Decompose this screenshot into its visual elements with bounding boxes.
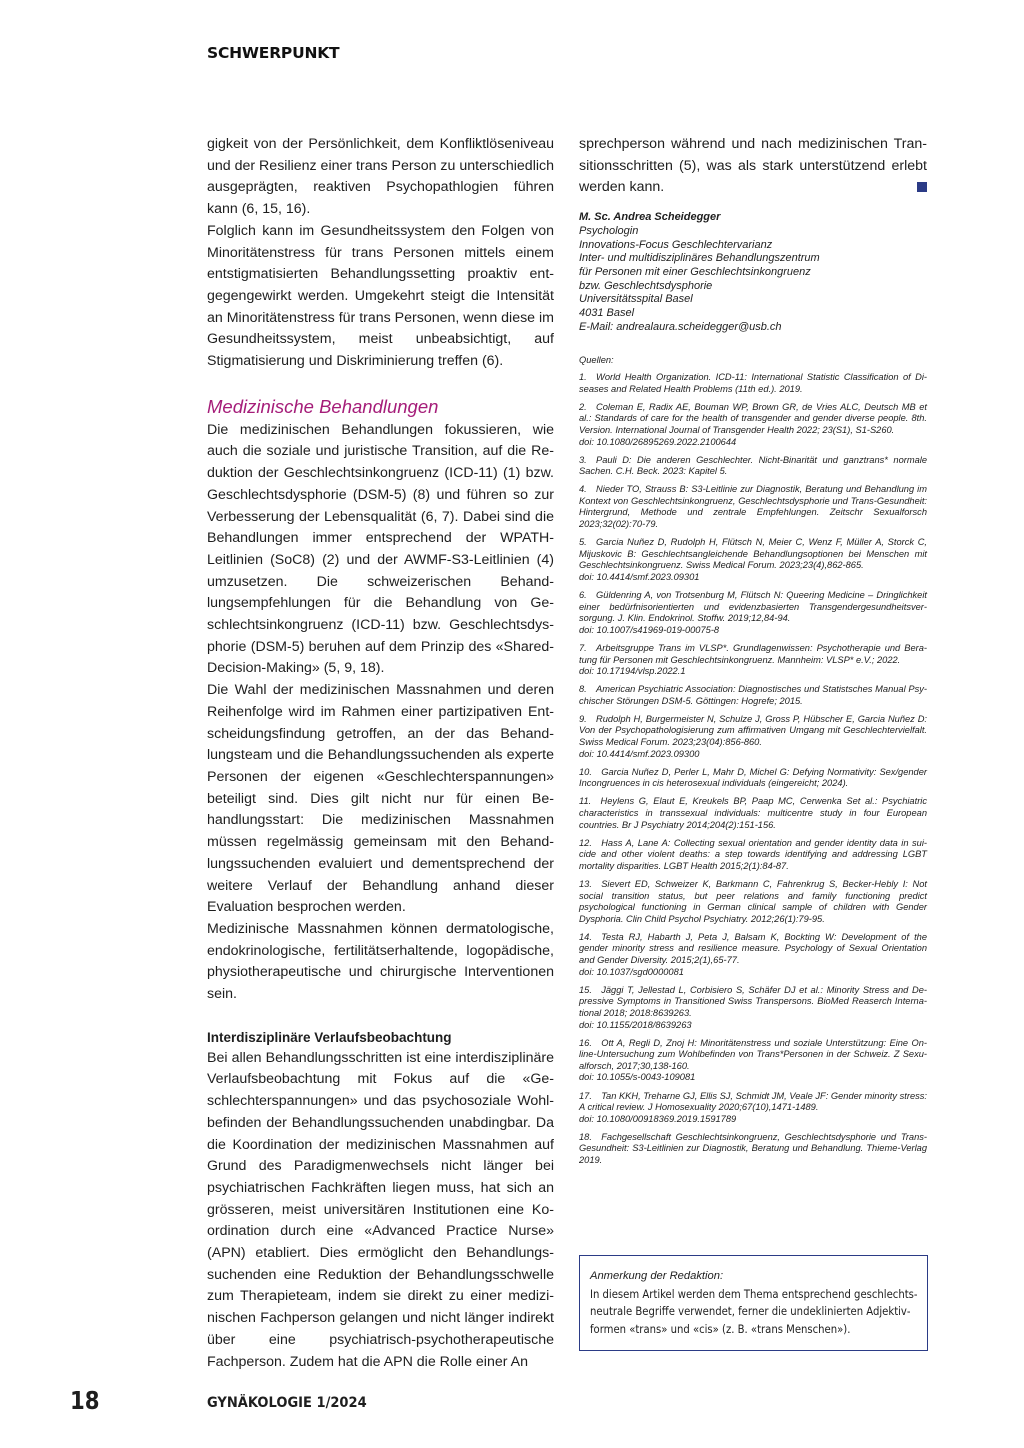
author-line: bzw. Geschlechtsdysphorie bbox=[579, 279, 713, 292]
reference-doi: doi: 10.4414/smf.2023.09300 bbox=[579, 748, 700, 759]
reference-text: 6. Güldenring A, von Trotsenburg M, Flütsch N: Queering Medicine – Dringlichkeit einer bedürfnisorientierten und evidenzbasierten Transgendergesundheitsversorgung. J. Klin. Endokrinol. Stoffw. 2019;12,84-94. bbox=[579, 590, 927, 624]
journal-footer: GYNÄKOLOGIE 1/2024 bbox=[207, 1395, 367, 1411]
left-column bbox=[207, 134, 554, 1373]
reference-doi: doi: 10.1055/s-0043-109081 bbox=[579, 1072, 696, 1083]
reference-item bbox=[579, 484, 927, 530]
references-label: Quellen: bbox=[579, 355, 614, 366]
reference-item bbox=[579, 767, 927, 790]
paragraph: Die Wahl der medizinischen Massnahmen und deren Reihenfolge wird im Rahmen einer partizipativen Entscheidungsfindung getroffen, an der das Behandlungsteam und die Behandlungssuchenden als experte Personen der eigenen «Geschlechterspannungen» beteiligt sind. Dies gilt nicht nur für einen Behandlungsstart: Die medizinischen Massnahmen müssen regelmässig gemeinsam mit den Behandlungssuchenden evaluiert und dementsprechend der weitere Verlauf der Behandlung anhand dieser Evaluation besprochen werden. bbox=[207, 682, 554, 916]
reference-item bbox=[579, 1038, 927, 1084]
reference-text: 9. Rudolph H, Burgermeister N, Schulze J, Gross P, Hübscher E, Garcia Nuñez D: Von der Psychopathologisierung zum affirmativen Umgang mit Geschlechtervielfalt. Swiss Medical Forum. 2023;23(04):856-860. bbox=[579, 713, 927, 748]
section-label: SCHWERPUNKT bbox=[207, 44, 340, 62]
reference-text: 16. Ott A, Regli D, Znoj H: Minoritätenstress und soziale Unterstützung: Eine Online-Untersuchung zum Wohlbefinden von Trans*Personen in der Schweiz. Z Sexualforsch, 2017;30,138-160. bbox=[579, 1037, 927, 1071]
references bbox=[579, 355, 927, 1166]
author-block bbox=[579, 211, 927, 334]
reference-item bbox=[579, 796, 927, 831]
paragraph: gigkeit von der Persönlichkeit, dem Konfliktlöseniveau und der Resilienz einer trans Person zu unterschiedlich ausgeprägten, reaktiven Psychopathlogien führen kann (6, 15, 16). bbox=[207, 136, 554, 218]
author-line: Inter- und multidisziplinäres Behandlungszentrum bbox=[579, 252, 820, 265]
reference-item bbox=[579, 455, 927, 478]
paragraph: Die medizinischen Behandlungen fokussieren, wie auch die soziale und juristische Transition, auf die Reduktion der Geschlechtsinkongruenz (ICD-11) (1) bzw. Geschlechtsdysphorie (DSM-5) (8) und führen so zur Verbesserung der Lebensqualität (6, 7). Dabei sind die Behandlungen immer entsprechend der WPATH-Leitlinien (SoC8) (2) und der AWMF-S3-Leitlinien (4) umzusetzen. Die schweizerischen Behandlungsempfehlungen für die Behandlung von Geschlechtsinkongruenz (ICD-11) bzw. Geschlechtsdysphorie (DSM-5) beruhen auf dem Prinzip des «Shared-Decision-Making» (5, 9, 18). bbox=[207, 421, 554, 677]
reference-doi: doi: 10.1155/2018/8639263 bbox=[579, 1019, 692, 1030]
reference-list bbox=[579, 372, 927, 1167]
editor-note-box bbox=[579, 1255, 928, 1351]
paragraph: Folglich kann im Gesundheitssystem den Folgen von Minoritätenstress für trans Personen mittels einem entstigmatisierten Behandlungssetting proaktiv entgegengewirkt werden. Umgekehrt steigt die Intensität an Minoritätenstress für trans Personen, wenn diese im Gesundheitssystem, meist unbeabsichtigt, auf Stigmatisierung und Diskriminierung treffen (6). bbox=[207, 222, 554, 370]
reference-text: 5. Garcia Nuñez D, Rudolph H, Flütsch N, Meier C, Wenz F, Müller A, Storck C, Mijuskovic B: Geschlechtsangleichende Behandlungsoptionen bei Menschen mit Geschlechtsinkongruenz. Swiss Medical Forum. 2023;23(4),862-865. bbox=[579, 537, 927, 571]
reference-item bbox=[579, 537, 927, 583]
reference-doi: doi: 10.1037/sgd0000081 bbox=[579, 966, 684, 977]
author-line: Innovations-Focus Geschlechtervarianz bbox=[579, 238, 773, 251]
reference-text: 12. Hass A, Lane A: Collecting sexual orientation and gender identity data in suicide and other violent deaths: a step towards identifying and addressing LGBT mortality disparities. LGBT Health 2015;2(1):84-87. bbox=[579, 837, 927, 871]
reference-doi: doi: 10.17194/vlsp.2022.1 bbox=[579, 666, 686, 677]
continuation-text: sprechperson während und nach medizinischen Transitionsschritten (5), was als stark unterstützend erlebt werden kann. bbox=[579, 136, 927, 196]
paragraph: Medizinische Massnahmen können dermatologische, endokrinologische, fertilitätserhaltende, logopädische, physiotherapeutische und chirurgische Interventionen sein. bbox=[207, 920, 554, 1003]
subheading-interdisciplinary-followup: Interdisziplinäre Verlaufsbeobachtung bbox=[207, 1029, 452, 1045]
author-line: Universitätsspital Basel bbox=[579, 293, 693, 306]
author-line: für Personen mit einer Geschlechtsinkongruenz bbox=[579, 265, 811, 278]
reference-doi: doi: 10.1080/00918369.2019.1591789 bbox=[579, 1113, 737, 1124]
reference-text: 14. Testa RJ, Habarth J, Peta J, Balsam K, Bockting W: Development of the gender minority stress and resilience measure. Psychology of Sexual Orientation and Gender Diversity. 2015;2(1),65-77. bbox=[579, 931, 927, 966]
page-number: 18 bbox=[70, 1386, 100, 1415]
reference-item bbox=[579, 402, 927, 448]
reference-text: 17. Tan KKH, Treharne GJ, Ellis SJ, Schmidt JM, Veale JF: Gender minority stress: A critical review. J Homosexuality 2020;67(10),1471-1489. bbox=[579, 1090, 927, 1113]
section-heading-medical-treatments: Medizinische Behandlungen bbox=[207, 395, 439, 417]
reference-text: 1. World Health Organization. ICD-11: International Statistic Classification of Diseases and Related Health Problems (11th ed.). 2019. bbox=[579, 372, 927, 394]
author-line: Psychologin bbox=[579, 224, 639, 237]
reference-item bbox=[579, 879, 927, 925]
right-column bbox=[579, 134, 927, 1173]
reference-item bbox=[579, 643, 927, 678]
reference-text: 7. Arbeitsgruppe Trans im VLSP*. Grundlagenwissen: Psychotherapie und Beratung für Personen mit Geschlechtsinkongruenz. Mannheim: VLSP* e.V.; 2022. bbox=[579, 642, 927, 665]
reference-item bbox=[579, 1132, 927, 1167]
reference-doi: doi: 10.4414/smf.2023.09301 bbox=[579, 571, 700, 582]
reference-text: 13. Sievert ED, Schweizer K, Barkmann C, Fahrenkrug S, Becker-Hebly I: Not social transition status, but peer relations and family functioning predict psychological functioning in German clinical sample of children with Gender Dysphoria. Clin Child Psychol Psychiatry. 2012;26(1):79-95. bbox=[579, 879, 927, 924]
reference-item bbox=[579, 684, 927, 707]
reference-item bbox=[579, 372, 927, 395]
reference-item bbox=[579, 714, 927, 760]
reference-text: 3. Pauli D: Die anderen Geschlechter. Nicht-Binarität und ganztrans* normale Sachen. C.H. Beck. 2023: Kapitel 5. bbox=[579, 454, 927, 477]
reference-item bbox=[579, 932, 927, 978]
reference-item bbox=[579, 838, 927, 873]
reference-item bbox=[579, 985, 927, 1031]
paragraph: Bei allen Behandlungsschritten ist eine interdisziplinäre Verlaufsbeobachtung mit Fokus auf die «Geschlechterspannungen» und das psychosoziale Wohlbefinden der Behandlungssuchenden unabdingbar. Da die Koordination der medizinischen Massnahmen auf Grund des Paradigmenwechsels nicht länger bei psychiatrischen Fachkräften liegen muss, hat sich an grösseren, meist universitären Institutionen eine Koordination durch eine «Advanced Practice Nurse» (APN) etabliert. Dies ermöglicht den Behandlungssuchenden eine Reduktion der Behandlungsschwelle zum Therapieteam, indem sie direkt zu einer medizinischen Fachperson gelangen und nicht länger indirekt über eine psychiatrisch-psychotherapeutische Fachperson. Zudem hat die APN die Rolle einer An bbox=[207, 1049, 554, 1370]
reference-doi: doi: 10.1007/s41969-019-00075-8 bbox=[579, 624, 720, 635]
reference-text: 10. Garcia Nuñez D, Perler L, Mahr D, Michel G: Defying Normativity: Sex/gender Incongruences in cis heterosexual individuals (eingereicht; 2024). bbox=[579, 766, 927, 789]
reference-text: 8. American Psychiatric Association: Diagnostisches und Statistsches Manual Psychischer Störungen DSM-5. Göttingen: Hogrefe; 2015. bbox=[579, 684, 927, 706]
reference-text: 15. Jäggi T, Jellestad L, Corbisiero S, Schäfer DJ et al.: Minority Stress and Depressive Symptoms in Transitioned Swiss Transpersons. BioMed Reaserch International 2018; 2018:8639263. bbox=[579, 984, 927, 1018]
author-email: E-Mail: andrealaura.scheidegger@usb.ch bbox=[579, 320, 782, 333]
reference-text: 4. Nieder TO, Strauss B: S3-Leitlinie zur Diagnostik, Beratung und Behandlung im Kontext von Geschlechtsinkongruenz, Geschlechtsdysphorie und Trans-Gesundheit: Hintergrund, Methode und zentrale Empfehlungen. Zeitschr Sexualforsch 2023;32(02):70-79. bbox=[579, 484, 927, 530]
reference-text: 11. Heylens G, Elaut E, Kreukels BP, Paap MC, Cerwenka Set al.: Psychiatric characteristics in transsexual individuals: multicentre study in four European countries. Br J Psychiatry 2014;204(2):151-156. bbox=[579, 796, 927, 830]
reference-text: 2. Coleman E, Radix AE, Bouman WP, Brown GR, de Vries ALC, Deutsch MB et al.: Standards of care for the health of transgender and gender diverse people. 8th. Version. International Journal of Transgender Health 2022; 23(S1), S1-S260. bbox=[579, 401, 927, 435]
end-of-article-mark bbox=[917, 182, 927, 192]
reference-item bbox=[579, 1091, 927, 1126]
editor-note-title: Anmerkung der Redaktion: bbox=[590, 1270, 724, 1282]
paragraph-continuation bbox=[579, 134, 927, 199]
editor-note-body: In diesem Artikel werden dem Thema entsprechend geschlechtsneutrale Begriffe verwendet, ferner die undeklinierten Adjektivformen «trans» und «cis» (z. B. «trans Menschen»). bbox=[590, 1287, 918, 1336]
author-line: 4031 Basel bbox=[579, 307, 635, 320]
reference-text: 18. Fachgesellschaft Geschlechtsinkongruenz, Geschlechtsdysphorie und Trans-Gesundheit: S3-Leitlinien zur Diagnostik, Beratung und Behandlung. Thieme-Verlag 2019. bbox=[579, 1131, 927, 1165]
reference-doi: doi: 10.1080/26895269.2022.2100644 bbox=[579, 436, 737, 447]
author-name: M. Sc. Andrea Scheidegger bbox=[579, 211, 721, 224]
reference-item bbox=[579, 590, 927, 636]
